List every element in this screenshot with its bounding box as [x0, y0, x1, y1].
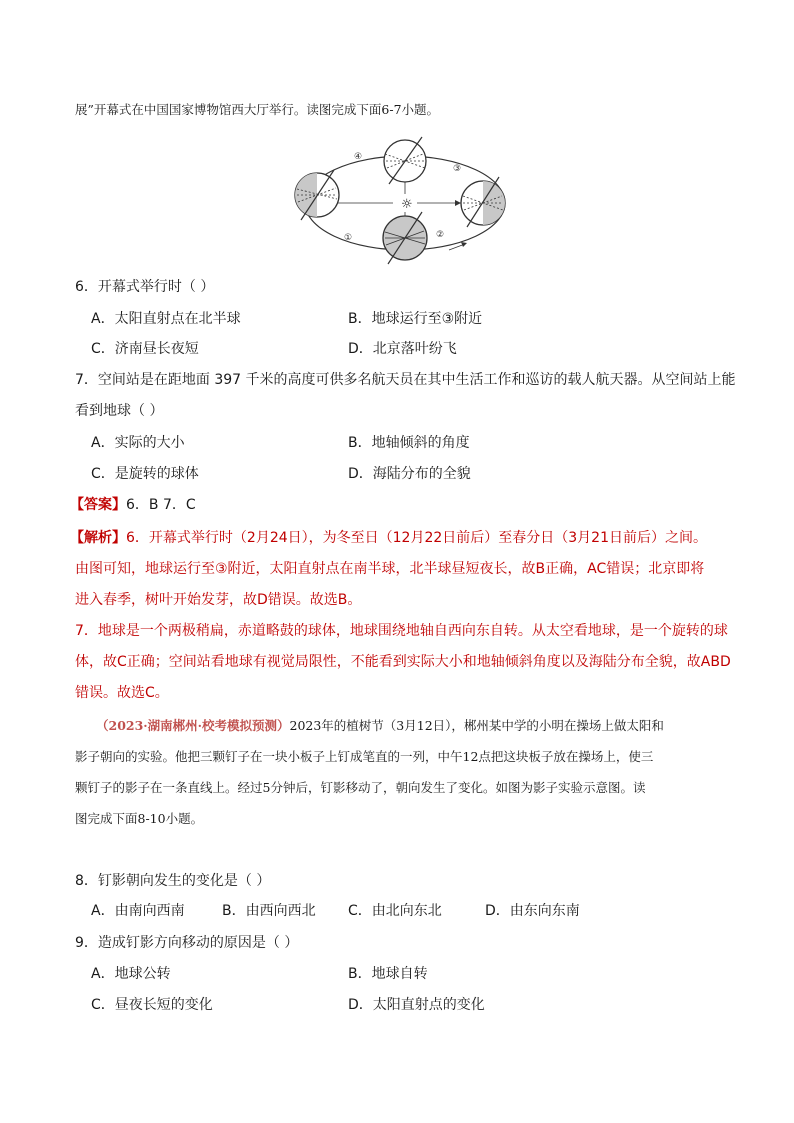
position-label-2: ②	[436, 230, 445, 240]
passage-line1	[96, 716, 664, 736]
q6-option-c[interactable]: C．济南昼长夜短	[91, 341, 199, 357]
earth-right	[461, 177, 505, 227]
passage-line3: 颗钉子的影子在一条直线上。经过5分钟后，钉影移动了，朝向发生了变化。如图为影子实验示意图。读	[75, 780, 646, 795]
q7-option-c[interactable]: C．是旋转的球体	[91, 466, 199, 482]
earth-left	[295, 170, 339, 220]
q7-stem-line1: 7．空间站是在距地面 397 千米的高度可供多名航天员在其中生活工作和巡访的载人航天器。从空间站上能	[75, 372, 736, 388]
analysis-line1	[70, 528, 707, 548]
analysis-text-1: 6．开幕式举行时（2月24日），为冬至日（12月22日前后）至春分日（3月21日前后）之间。	[126, 530, 707, 546]
passage-source: （2023·湖南郴州·校考模拟预测）	[96, 718, 290, 733]
q7-stem-line2: 看到地球（ ）	[75, 403, 164, 419]
q9-option-b[interactable]: B．地球自转	[348, 966, 428, 982]
q8-stem: 8．钉影朝向发生的变化是（ ）	[75, 873, 271, 889]
q7-option-d[interactable]: D．海陆分布的全貌	[348, 466, 471, 482]
q9-option-a[interactable]: A．地球公转	[91, 966, 171, 982]
position-label-1: ①	[344, 233, 353, 243]
passage-text-1: 2023年的植树节（3月12日），郴州某中学的小明在操场上做太阳和	[289, 718, 664, 733]
intro-line: 展”开幕式在中国国家博物馆西大厅举行。读图完成下面6-7小题。	[75, 102, 440, 117]
q7-option-b[interactable]: B．地轴倾斜的角度	[348, 435, 470, 451]
q8-option-a[interactable]: A．由南向西南	[91, 903, 185, 919]
passage-line4: 图完成下面8-10小题。	[75, 811, 204, 826]
position-label-4: ④	[354, 152, 363, 162]
q6-option-d[interactable]: D．北京落叶纷飞	[348, 341, 457, 357]
q6-option-a[interactable]: A．太阳直射点在北半球	[91, 311, 241, 327]
q8-option-d[interactable]: D．由东向东南	[485, 903, 580, 919]
passage-line2: 影子朝向的实验。他把三颗钉子在一块小板子上钉成笔直的一列，中午12点把这块板子放在操场上，使三	[75, 749, 654, 764]
analysis-line6: 错误。故选C。	[75, 685, 169, 701]
analysis-label: 【解析】	[70, 530, 126, 546]
earth-top	[384, 137, 426, 184]
analysis-line2: 由图可知，地球运行至③附近，太阳直射点在南半球，北半球昼短夜长，故B正确，AC错误；北京即将	[75, 561, 705, 577]
q7-option-a[interactable]: A．实际的大小	[91, 435, 185, 451]
q9-option-c[interactable]: C．昼夜长短的变化	[91, 997, 213, 1013]
sun-icon: ☼	[401, 197, 413, 212]
q6-stem: 6．开幕式举行时（ ）	[75, 279, 215, 295]
answer-label: 【答案】	[70, 497, 126, 513]
analysis-line3: 进入春季，树叶开始发芽，故D错误。故选B。	[75, 592, 362, 608]
answer-line	[70, 495, 196, 515]
q6-option-b[interactable]: B．地球运行至③附近	[348, 311, 483, 327]
q8-option-b[interactable]: B．由西向西北	[222, 903, 316, 919]
earth-bottom	[383, 212, 427, 264]
analysis-line5: 体，故C正确；空间站看地球有视觉局限性，不能看到实际大小和地轴倾斜角度以及海陆分布全貌，故ABD	[75, 654, 731, 670]
q9-stem: 9．造成钉影方向移动的原因是（ ）	[75, 935, 299, 951]
q9-option-d[interactable]: D．太阳直射点的变化	[348, 997, 485, 1013]
answer-text: 6．B 7．C	[126, 497, 196, 513]
earth-orbit-diagram	[285, 132, 525, 270]
q8-option-c[interactable]: C．由北向东北	[348, 903, 442, 919]
analysis-line4: 7．地球是一个两极稍扁，赤道略鼓的球体，地球围绕地轴自西向东自转。从太空看地球，是一个旋转的球	[75, 623, 728, 639]
position-label-3: ③	[453, 164, 462, 174]
